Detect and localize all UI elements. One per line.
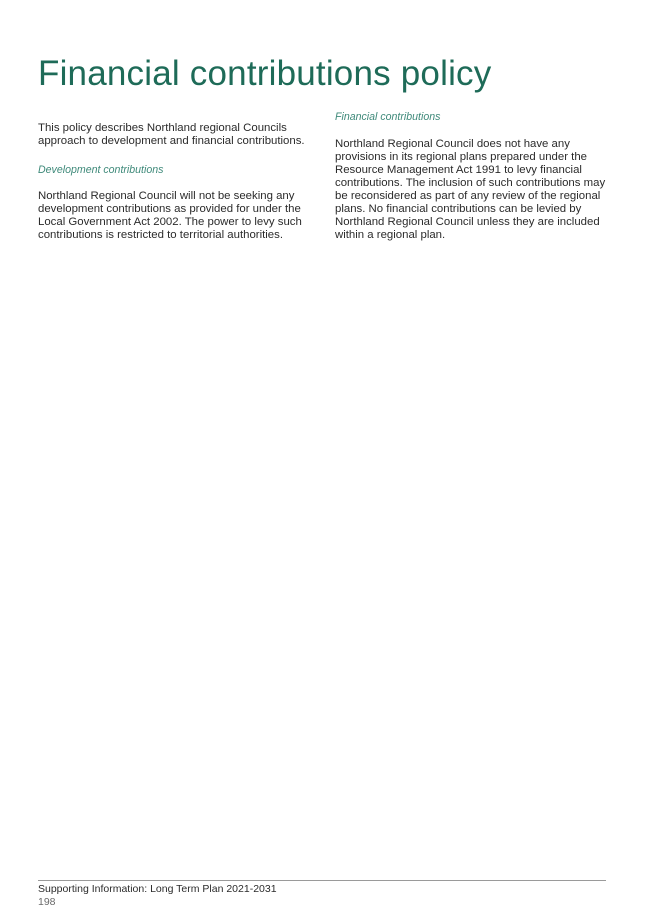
page-number: 198 bbox=[38, 896, 56, 908]
development-contributions-heading: Development contributions bbox=[38, 164, 164, 176]
development-contributions-paragraph: Northland Regional Council will not be seeking any development contributions as provided for under the Local Government Act 2002. The power to levy such contributions is restricted to territorial authorities. bbox=[38, 190, 302, 241]
footer-document-title: Supporting Information: Long Term Plan 2021-2031 bbox=[38, 883, 277, 895]
page-title: Financial contributions policy bbox=[38, 54, 492, 93]
left-column bbox=[38, 122, 313, 242]
financial-contributions-heading: Financial contributions bbox=[335, 111, 441, 123]
intro-paragraph: This policy describes Northland regional Councils approach to development and financial contributions. bbox=[38, 122, 305, 147]
footer-divider bbox=[38, 880, 606, 881]
financial-contributions-paragraph: Northland Regional Council does not have any provisions in its regional plans prepared under the Resource Management Act 1991 to levy financial contributions. The inclusion of such contributions may be reconsidered as part of any review of the regional plans. No financial contributions can be levied by Northland Regional Council unless they are included within a regional plan. bbox=[335, 138, 606, 241]
right-column bbox=[335, 111, 610, 242]
